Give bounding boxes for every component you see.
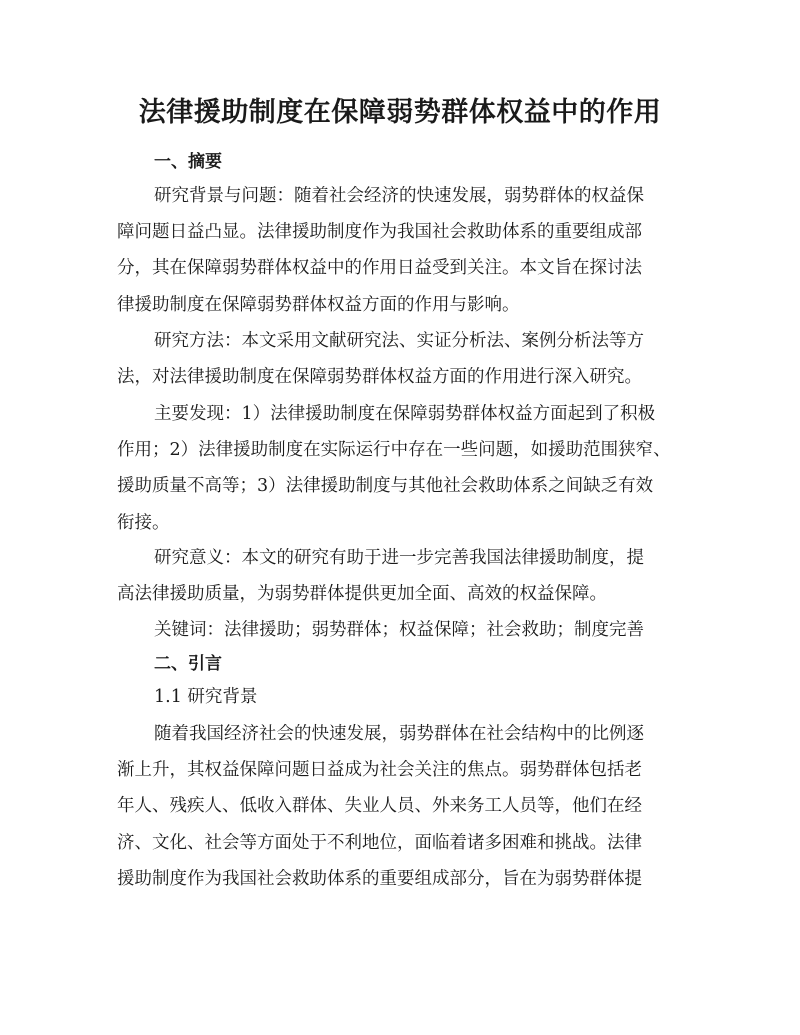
paragraph-line: 主要发现：1）法律援助制度在保障弱势群体权益方面起到了积极 bbox=[154, 404, 656, 424]
paragraph-line: 随着我国经济社会的快速发展，弱势群体在社会结构中的比例逐 bbox=[154, 724, 644, 744]
paragraph-line: 作用；2）法律援助制度在实际运行中存在一些问题，如援助范围狭窄、 bbox=[117, 440, 671, 461]
paragraph-line: 研究意义：本文的研究有助于进一步完善我国法律援助制度，提 bbox=[154, 548, 644, 568]
paragraph-line: 障问题日益凸显。法律援助制度作为我国社会救助体系的重要组成部 bbox=[117, 222, 642, 243]
paragraph-line: 援助制度作为我国社会救助体系的重要组成部分，旨在为弱势群体提 bbox=[117, 868, 642, 889]
paragraph-line: 济、文化、社会等方面处于不利地位，面临着诸多困难和挑战。法律 bbox=[117, 832, 642, 853]
paragraph-line: 研究方法：本文采用文献研究法、实证分析法、案例分析法等方 bbox=[154, 331, 644, 351]
paragraph-line: 援助质量不高等；3）法律援助制度与其他社会救助体系之间缺乏有效 bbox=[117, 476, 654, 497]
paragraph-line: 研究背景与问题：随着社会经济的快速发展，弱势群体的权益保 bbox=[154, 186, 644, 206]
introduction-paragraph bbox=[117, 716, 683, 897]
subsection-heading-research-background: 1.1 研究背景 bbox=[154, 687, 258, 707]
abstract-findings-paragraph bbox=[117, 396, 683, 541]
paragraph-line: 分，其在保障弱势群体权益中的作用日益受到关注。本文旨在探讨法 bbox=[117, 258, 642, 279]
abstract-background-paragraph bbox=[117, 178, 683, 323]
abstract-significance-paragraph bbox=[117, 540, 683, 612]
section-heading-abstract: 一、摘要 bbox=[154, 152, 222, 172]
paragraph-line: 渐上升，其权益保障问题日益成为社会关注的焦点。弱势群体包括老 bbox=[117, 760, 642, 781]
paragraph-line: 衔接。 bbox=[117, 512, 170, 533]
keywords-line bbox=[117, 612, 683, 648]
paragraph-line: 律援助制度在保障弱势群体权益方面的作用与影响。 bbox=[117, 294, 520, 315]
paragraph-line: 年人、残疾人、低收入群体、失业人员、外来务工人员等，他们在经 bbox=[117, 796, 642, 817]
paragraph-line: 法，对法律援助制度在保障弱势群体权益方面的作用进行深入研究。 bbox=[117, 367, 642, 388]
section-heading-introduction: 二、引言 bbox=[154, 654, 222, 674]
paragraph-line: 高法律援助质量，为弱势群体提供更加全面、高效的权益保障。 bbox=[117, 584, 607, 605]
keywords-text: 关键词：法律援助；弱势群体；权益保障；社会救助；制度完善 bbox=[154, 620, 644, 640]
document-title: 法律援助制度在保障弱势群体权益中的作用 bbox=[138, 97, 662, 128]
abstract-method-paragraph bbox=[117, 323, 683, 395]
